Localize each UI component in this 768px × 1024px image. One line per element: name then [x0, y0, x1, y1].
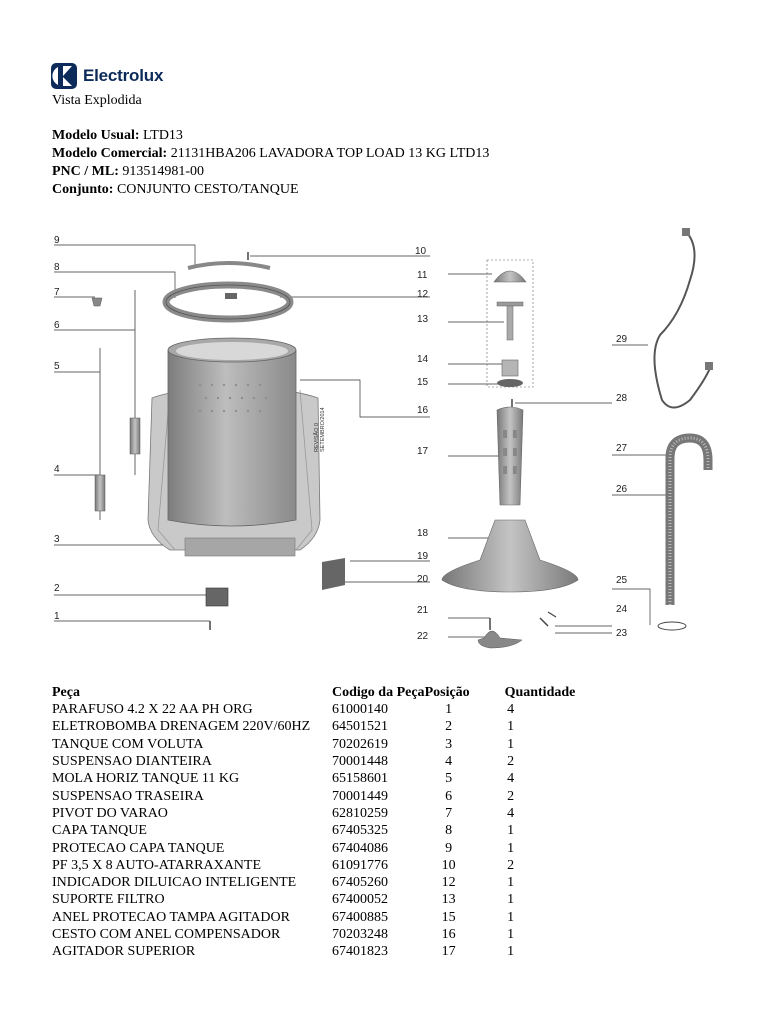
part-name: CESTO COM ANEL COMPENSADOR [52, 927, 281, 942]
table-header-row [52, 684, 605, 701]
table-row [52, 926, 605, 943]
callout-18: 18 [417, 528, 429, 539]
part-quantity [505, 943, 605, 960]
part-position-value: 2 [445, 719, 453, 735]
part-quantity-value: 4 [507, 702, 515, 718]
part-17-agitator [497, 407, 523, 505]
callout-6: 6 [54, 320, 60, 331]
part-code: 70202619 [332, 736, 388, 752]
callout-9: 9 [54, 235, 60, 246]
part-23-screw [540, 618, 548, 626]
part-name: MOLA HORIZ TANQUE 11 KG [52, 771, 240, 787]
part-position-value: 4 [445, 754, 453, 770]
part-position [425, 926, 505, 943]
meta-value: 21131HBA206 LAVADORA TOP LOAD 13 KG LTD13 [170, 146, 490, 161]
part-position-value: 1 [445, 702, 453, 718]
callout-10: 10 [415, 246, 427, 257]
part-quantity [505, 805, 605, 822]
meta-label: Modelo Comercial: [52, 146, 168, 161]
part-quantity [505, 701, 605, 718]
part-position [425, 770, 505, 787]
part-position [425, 736, 505, 753]
part-quantity [505, 770, 605, 787]
part-code: 67404086 [332, 840, 388, 856]
callout-27: 27 [616, 443, 628, 454]
part-26-drain-hose-corrugation [670, 438, 708, 605]
table-row [52, 753, 605, 770]
part-16-basket-opening [176, 342, 288, 360]
callout-20: 20 [417, 574, 429, 585]
callout-12: 12 [417, 289, 429, 300]
meta-value: 913514981-00 [122, 164, 205, 179]
brand-name: Electrolux [83, 66, 164, 85]
callout-13: 13 [417, 314, 429, 325]
part-quantity-value: 1 [507, 927, 515, 942]
part-6-rear-suspension [130, 418, 140, 454]
meta-value: CONJUNTO CESTO/TANQUE [116, 182, 299, 197]
part-15-protection-ring [497, 379, 523, 387]
part-24-screw [548, 612, 556, 617]
table-row [52, 839, 605, 856]
part-position-value: 8 [445, 823, 453, 839]
callout-11: 11 [417, 270, 428, 281]
part-position [425, 857, 505, 874]
callout-28: 28 [616, 393, 628, 404]
part-13-filter-support-top [497, 302, 523, 306]
electrolux-logo-icon [51, 63, 77, 89]
callout-29: 29 [616, 334, 628, 345]
part-position-value: 10 [441, 857, 456, 873]
part-2-drain-pump [206, 588, 228, 606]
part-name: AGITADOR SUPERIOR [52, 944, 196, 960]
table-row [52, 909, 605, 926]
part-quantity-value: 1 [507, 840, 515, 856]
callout-1: 1 [54, 611, 60, 622]
part-11-cap [494, 271, 526, 282]
part-quantity [505, 718, 605, 735]
col-position: Posição [424, 684, 470, 700]
callout-15: 15 [417, 377, 429, 388]
part-8-tank-cover-edge [166, 285, 290, 319]
callout-17: 17 [417, 446, 429, 457]
callout-2: 2 [54, 583, 60, 594]
brand-logo [51, 61, 163, 91]
meta-value: LTD13 [143, 128, 183, 143]
part-name: ANEL PROTECAO TAMPA AGITADOR [52, 909, 290, 925]
part-position-value: 5 [445, 771, 453, 787]
part-position-value: 6 [445, 788, 453, 804]
callout-3: 3 [54, 534, 60, 545]
part-position-value: 12 [441, 875, 456, 891]
part-name: PF 3,5 X 8 AUTO-ATARRAXANTE [52, 857, 262, 873]
part-name: CAPA TANQUE [52, 823, 147, 839]
part-18-agitator-base [442, 520, 578, 592]
part-quantity-value: 2 [507, 788, 515, 804]
part-29-connector-top [682, 228, 690, 236]
callout-5: 5 [54, 361, 60, 372]
part-code: 67400052 [332, 892, 388, 908]
part-quantity-value: 4 [507, 805, 515, 821]
part-22-hub [478, 631, 522, 648]
part-code: 62810259 [332, 805, 388, 821]
callout-19: 19 [417, 551, 429, 562]
part-16-basket [168, 350, 296, 526]
part-name: TANQUE COM VOLUTA [52, 736, 204, 752]
col-part: Peça [52, 684, 80, 700]
table-row [52, 701, 605, 718]
table-row [52, 822, 605, 839]
part-position-value: 7 [445, 805, 453, 821]
part-29-connector-bottom [705, 362, 713, 370]
meta-row-assembly [52, 181, 489, 199]
part-quantity [505, 736, 605, 753]
part-code: 67405260 [332, 875, 388, 891]
part-code: 67405325 [332, 823, 388, 839]
part-position [425, 874, 505, 891]
part-quantity-value: 1 [507, 909, 515, 925]
revision-line-1: REVISÃO 0 [314, 422, 320, 452]
part-position [425, 822, 505, 839]
part-25-clamp [658, 622, 686, 630]
part-quantity-value: 4 [507, 771, 515, 787]
callout-24: 24 [616, 604, 628, 615]
part-quantity-value: 1 [507, 875, 515, 891]
col-code: Codigo da Peça [332, 684, 425, 700]
part-position [425, 787, 505, 804]
part-code: 61000140 [332, 702, 388, 718]
col-quantity: Quantidade [504, 684, 576, 700]
part-quantity [505, 787, 605, 804]
meta-row-pnc [52, 163, 489, 181]
part-7-pivot [92, 298, 102, 306]
part-quantity-value: 1 [507, 944, 515, 960]
callout-26: 26 [616, 484, 628, 495]
part-4-front-suspension [95, 475, 105, 511]
part-position [425, 943, 505, 960]
part-position-value: 16 [441, 927, 456, 942]
meta-row-usual-model [52, 127, 489, 145]
part-name: SUSPENSAO DIANTEIRA [52, 754, 212, 770]
callout-23: 23 [616, 628, 628, 639]
part-quantity-value: 1 [507, 892, 515, 908]
table-row [52, 857, 605, 874]
part-position-value: 3 [445, 736, 453, 752]
part-9-ring [188, 263, 270, 268]
table-row [52, 736, 605, 753]
callout-4: 4 [54, 464, 60, 475]
part-position [425, 891, 505, 908]
part-position [425, 753, 505, 770]
part-name: PROTECAO CAPA TANQUE [52, 840, 225, 856]
table-row [52, 943, 605, 960]
meta-label: PNC / ML: [52, 164, 119, 179]
part-quantity [505, 874, 605, 891]
table-row [52, 770, 605, 787]
part-quantity-value: 2 [507, 754, 515, 770]
model-info [52, 127, 489, 199]
revision-line-2: SETEMBRO/2014 [320, 407, 326, 452]
part-quantity [505, 926, 605, 943]
part-position-value: 9 [445, 840, 453, 856]
part-quantity [505, 822, 605, 839]
table-row [52, 874, 605, 891]
table-row [52, 787, 605, 804]
part-quantity-value: 1 [507, 719, 515, 735]
part-code: 67401823 [332, 944, 388, 960]
part-quantity [505, 857, 605, 874]
part-position [425, 701, 505, 718]
exploded-view-diagram [0, 220, 768, 660]
callout-21: 21 [417, 605, 429, 616]
part-quantity-value: 2 [507, 857, 515, 873]
meta-label: Modelo Usual: [52, 128, 140, 143]
meta-row-commercial-model [52, 145, 489, 163]
part-13-filter-support [507, 306, 513, 340]
part-quantity [505, 753, 605, 770]
part-code: 64501521 [332, 719, 388, 735]
table-row [52, 891, 605, 908]
part-20-pad [322, 558, 345, 590]
table-row [52, 718, 605, 735]
page-subtitle: Vista Explodida [52, 93, 142, 108]
part-3-tank-base [185, 538, 295, 556]
callout-16: 16 [417, 405, 429, 416]
part-code: 70001448 [332, 754, 388, 770]
part-code: 67400885 [332, 909, 388, 925]
part-quantity [505, 839, 605, 856]
callout-22: 22 [417, 631, 429, 642]
part-name: ELETROBOMBA DRENAGEM 220V/60HZ [52, 719, 311, 735]
part-name: PARAFUSO 4.2 X 22 AA PH ORG [52, 702, 253, 718]
callout-7: 7 [54, 287, 60, 298]
part-quantity-value: 1 [507, 823, 515, 839]
part-quantity-value: 1 [507, 736, 515, 752]
part-position [425, 909, 505, 926]
part-position-value: 17 [441, 944, 456, 960]
part-position [425, 839, 505, 856]
part-position [425, 805, 505, 822]
callout-14: 14 [417, 354, 429, 365]
part-12-indicator [225, 293, 237, 299]
meta-label: Conjunto: [52, 182, 114, 197]
part-quantity [505, 891, 605, 908]
part-quantity [505, 909, 605, 926]
part-position-value: 15 [441, 909, 456, 925]
part-14-filter [502, 360, 518, 376]
parts-table [52, 684, 605, 960]
table-row [52, 805, 605, 822]
part-name: SUPORTE FILTRO [52, 892, 165, 908]
part-code: 61091776 [332, 857, 388, 873]
callout-8: 8 [54, 262, 60, 273]
part-code: 70001449 [332, 788, 388, 804]
part-29-inlet-hose [654, 234, 710, 408]
part-name: SUSPENSAO TRASEIRA [52, 788, 204, 804]
part-code: 65158601 [332, 771, 388, 787]
part-position-value: 13 [441, 892, 456, 908]
part-name: INDICADOR DILUICAO INTELIGENTE [52, 875, 297, 891]
callout-25: 25 [616, 575, 628, 586]
part-code: 70203248 [332, 927, 388, 942]
part-position [425, 718, 505, 735]
part-26-drain-hose [670, 438, 708, 605]
part-name: PIVOT DO VARAO [52, 805, 168, 821]
